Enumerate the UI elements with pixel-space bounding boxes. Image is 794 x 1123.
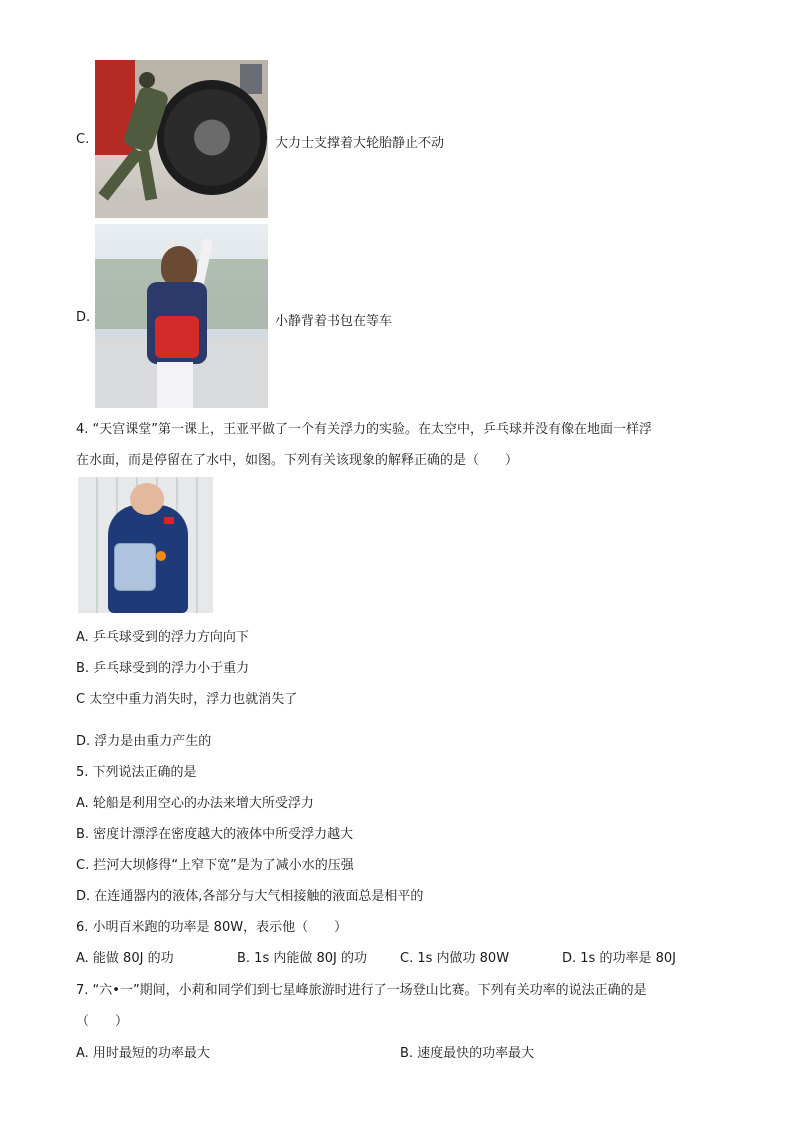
q5-stem: 5. 下列说法正确的是 xyxy=(76,765,197,780)
q7-option-b: B. 速度最快的功率最大 xyxy=(400,1046,535,1061)
q4-option-b: B. 乒乓球受到的浮力小于重力 xyxy=(76,661,250,676)
q6-option-a: A. 能做 80J 的功 xyxy=(76,951,174,966)
q4-option-d: D. 浮力是由重力产生的 xyxy=(76,734,212,749)
q4-option-c: C 太空中重力消失时，浮力也就消失了 xyxy=(76,692,298,707)
q7-stem-line2: （ ） xyxy=(76,1014,129,1029)
q7-option-a: A. 用时最短的功率最大 xyxy=(76,1046,210,1061)
option-c-letter: C. xyxy=(76,132,90,147)
q4-stem-line1: 4. “天宫课堂”第一课上，王亚平做了一个有关浮力的实验。在太空中，乒乓球并没有像在地面一样浮 xyxy=(76,422,653,437)
q6-stem: 6. 小明百米跑的功率是 80W，表示他（ ） xyxy=(76,920,348,935)
q5-option-c: C. 拦河大坝修得“上窄下宽”是为了减小水的压强 xyxy=(76,858,354,873)
option-d-letter: D. xyxy=(76,310,91,325)
q6-option-c: C. 1s 内做功 80W xyxy=(400,951,510,966)
q4-option-a: A. 乒乓球受到的浮力方向向下 xyxy=(76,630,249,645)
q5-option-b: B. 密度计漂浮在密度越大的液体中所受浮力越大 xyxy=(76,827,354,842)
q6-option-b: B. 1s 内能做 80J 的功 xyxy=(237,951,368,966)
option-d-caption: 小静背着书包在等车 xyxy=(275,314,393,329)
q6-option-d: D. 1s 的功率是 80J xyxy=(562,951,676,966)
q5-option-d: D. 在连通器内的液体,各部分与大气相接触的液面总是相平的 xyxy=(76,889,424,904)
option-c-photo xyxy=(95,60,268,218)
q4-stem-line2: 在水面，而是停留在了水中，如图。下列有关该现象的解释正确的是（ ） xyxy=(76,453,519,468)
q5-option-a: A. 轮船是利用空心的办法来增大所受浮力 xyxy=(76,796,314,811)
q4-astronaut-photo xyxy=(78,477,213,613)
option-d-photo xyxy=(95,224,268,408)
option-c-caption: 大力士支撑着大轮胎静止不动 xyxy=(275,136,445,151)
q7-stem-line1: 7. “六•一”期间，小莉和同学们到七星峰旅游时进行了一场登山比赛。下列有关功率的说法正确的是 xyxy=(76,983,647,998)
